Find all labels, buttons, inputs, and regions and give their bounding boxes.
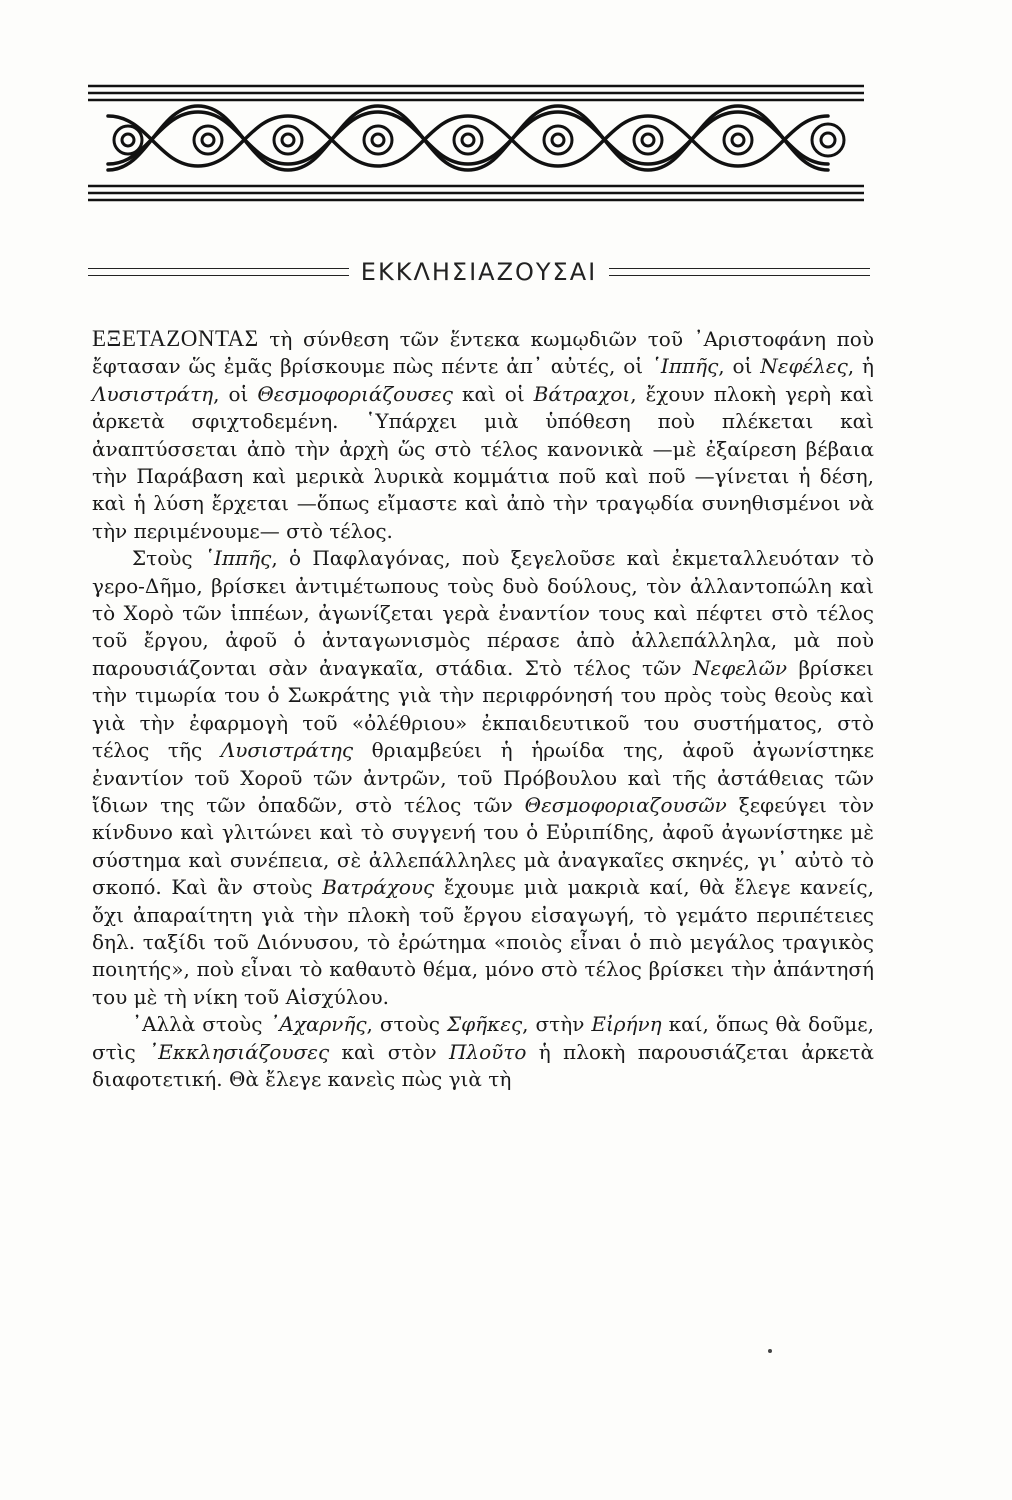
play-title: Βάτραχοι (533, 381, 631, 406)
text-run: , ἔχουν πλοκὴ γερὴ καὶ ἀρκετὰ σφιχτοδεμένη. ῾Υπάρχει μιὰ ὑπόθεση ποὺ πλέκεται καὶ ἀναπτύσσεται ἀπὸ τὴν ἀρχὴ ὥς στὸ τέλος κανονικὰ —μὲ ἐξαίρεση βέβαια τὴν Παράβαση καὶ μερικὰ λυρικὰ κομμάτια ποῦ καὶ ποῦ —γίνεται ἡ δέση, καὶ ἡ λύση ἔρχεται —ὅπως εἴμαστε καὶ ἀπὸ τὴν τραγῳδία συνηθισμένοι νὰ τὴν περιμένουμε— στὸ τέλος. (92, 381, 874, 543)
play-title: Λυσιστράτη (92, 381, 214, 406)
paragraph-3 (92, 1011, 874, 1093)
text-run: ἔχουμε μιὰ μακριὰ καί, θὰ ἔλεγε κανείς, ὄχι ἀπαραίτητη γιὰ τὴν πλοκὴ τοῦ ἔργου εἰσαγωγή, τὸ γεμάτο περιπέτειες δηλ. ταξίδι τοῦ Διόνυσου, τὸ ἐρώτημα «ποιὸς εἶναι ὁ πιὸ μεγάλος τραγικὸς ποιητής», ποὺ εἶναι τὸ καθαυτὸ θέμα, μόνο στὸ τέλος βρίσκει τὴν ἀπάντησή του μὲ τὴ νίκη τοῦ Αἰσχύλου. (92, 875, 874, 1009)
chapter-title: ΕΚΚΛΗΣΙΑΖΟΥΣΑΙ (360, 258, 598, 286)
text-run: , στοὺς (366, 1012, 447, 1037)
play-title: ᾽Εκκλησιάζουσες (148, 1039, 330, 1064)
play-title: Θεσμοφοριάζουσες (257, 381, 453, 406)
chapter-heading (88, 252, 870, 292)
text-run: , ὁ Παφλαγόνας, ποὺ ξεγελοῦσε καὶ ἐκμεταλλευόταν τὸ γερο-Δῆμο, βρίσκει ἀντιμέτωπους τοὺς δυὸ δούλους, τὸν ἀλλαντοπώλη καὶ τὸ Χορὸ τῶν ἱππέων, ἀγωνίζεται γερὰ ἐναντίον τους καὶ πέφτει στὸ τέλος τοῦ ἔργου, ἀφοῦ ὁ ἀνταγωνισμὸς πέρασε ἀπὸ ἀλλεπάλληλα, μὰ ποὺ παρουσιάζονται σὰν ἀναγκαῖα, στάδια. Στὸ τέλος τῶν (92, 546, 874, 680)
body-text (92, 325, 874, 1093)
text-run: θριαμβεύει ἡ ἡρωίδα της, ἀφοῦ ἀγωνίστηκε ἐναντίον τοῦ Χοροῦ τῶν ἀντρῶν, τοῦ Πρόβουλου καὶ τῆς ἀστάθειας τῶν ἴδιων της τῶν ὀπαδῶν, στὸ τέλος τῶν (92, 738, 875, 817)
meander-ornament-band (88, 82, 864, 207)
paragraph-2 (92, 545, 874, 1011)
paragraph-1 (92, 325, 874, 545)
text-run: ἡ πλοκὴ παρουσιάζεται ἀρκετὰ διαφοτετική. Θὰ ἔλεγε κανεὶς πὼς γιὰ τὴ (92, 1039, 874, 1091)
text-run: καὶ στὸν (329, 1039, 449, 1064)
play-title: Εἰρήνη (591, 1012, 662, 1037)
text-run: , οἱ (718, 354, 761, 379)
play-title: Νεφελῶν (692, 655, 788, 680)
text-run: , στὴν (522, 1012, 592, 1037)
text-run: βρίσκει τὴν τιμωρία του ὁ Σωκράτης γιὰ τὴν περιφρόνησή του πρὸς τοὺς θεοὺς καὶ γιὰ τὴν ἐφαρμογὴ τοῦ «ὀλέθριου» ἐκπαιδευτικοῦ του συστήματος, στὸ τέλος τῆς (92, 655, 874, 763)
title-rule-right (609, 268, 870, 276)
play-title: ῾Ιππῆς (203, 546, 272, 571)
text-run: ᾽Αλλὰ στοὺς (132, 1012, 270, 1037)
play-title: ῾Ιππῆς (650, 354, 719, 379)
text-run: Στοὺς (132, 546, 204, 571)
ink-speck (768, 1349, 772, 1353)
lead-word: ΕΞΕΤΑΖΟΝΤΑΣ (92, 326, 259, 351)
play-title: Λυσιστράτης (220, 738, 354, 763)
play-title: Νεφέλες (760, 354, 848, 379)
text-run: τὴ σύνθεση τῶν ἕντεκα κωμῳδιῶν τοῦ ᾽Αριστοφάνη ποὺ ἔφτασαν ὥς ἐμᾶς βρίσκουμε πὼς πέντε ἀπ᾽ αὐτές, οἱ (92, 327, 874, 379)
play-title: Πλοῦτο (448, 1039, 527, 1064)
play-title: Θεσμοφοριαζουσῶν (524, 792, 727, 817)
play-title: Βατράχους (322, 875, 435, 900)
text-run: καὶ οἱ (452, 381, 534, 406)
play-title: ᾽Αχαρνῆς (269, 1012, 367, 1037)
text-run: , οἱ (213, 381, 258, 406)
text-run: ξεφεύγει τὸν κίνδυνο καὶ γλιτώνει καὶ τὸ συγγενή του ὁ Εὐριπίδης, ἀφοῦ ἀγωνίστηκε μὲ σύστημα καὶ συνέπεια, σὲ ἀλλεπάλληλες μὰ ἀναγκαῖες σκηνές, γι᾽ αὐτὸ τὸ σκοπό. Καὶ ἂν στοὺς (92, 792, 874, 900)
text-run: καί, ὅπως θὰ δοῦμε, στὶς (92, 1012, 874, 1064)
title-rule-left (88, 268, 349, 276)
play-title: Σφῆκες (446, 1012, 523, 1037)
text-run: , ἡ (847, 354, 874, 379)
